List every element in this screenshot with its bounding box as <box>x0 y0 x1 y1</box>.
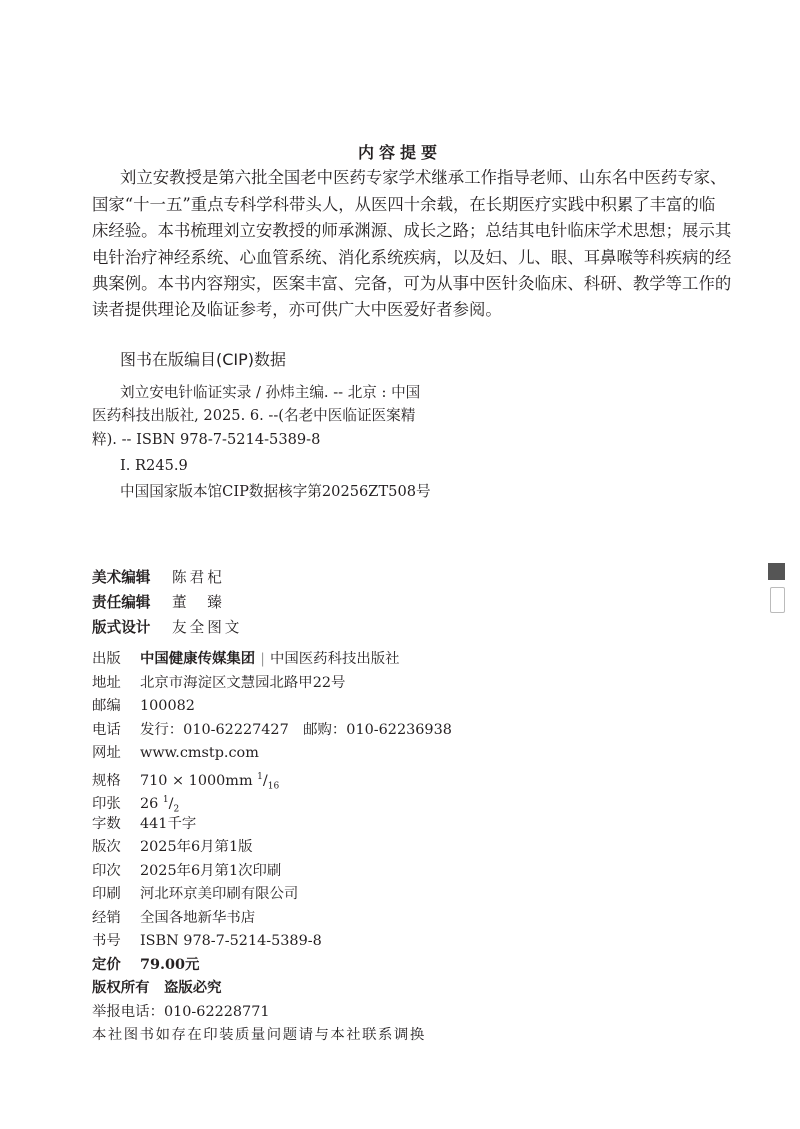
cip-line: Ⅰ. R245.9 <box>120 457 188 474</box>
credit-label: 责任编辑 <box>92 594 151 611</box>
value: 发行：010-62227427 邮购：010-62236938 <box>140 722 452 738</box>
value: ISBN 978-7-5214-5389-8 <box>140 933 322 949</box>
divider: | <box>260 651 265 667</box>
imprint-price <box>92 955 199 975</box>
credit-label: 版式设计 <box>92 619 151 636</box>
summary-line: 床经验。本书梳理刘立安教授的师承渊源、成长之路；总结其电针临床学术思想；展示其 <box>92 221 732 240</box>
cip-line: 粹). -- ISBN 978-7-5214-5389-8 <box>92 431 321 448</box>
credit-value: 友全图文 <box>172 619 243 636</box>
label: 规格 <box>92 772 121 789</box>
value: 79.00元 <box>140 956 200 973</box>
value: 100082 <box>140 698 195 714</box>
imprint-postcode <box>92 696 195 716</box>
fraction-den: 16 <box>267 781 280 792</box>
label: 字数 <box>92 816 121 832</box>
label: 网址 <box>92 745 121 761</box>
credit-value: 董 臻 <box>172 594 225 611</box>
credit-value: 陈君杞 <box>172 569 225 586</box>
imprint-report: 举报电话：010-62228771 <box>92 1004 270 1020</box>
value: 2025年6月第1版 <box>140 839 253 855</box>
value: 北京市海淀区文慧园北路甲22号 <box>140 675 346 691</box>
value: 441千字 <box>140 816 197 832</box>
imprint-distributor <box>92 908 255 928</box>
imprint-publisher <box>92 649 400 669</box>
summary-line: 典案例。本书内容翔实，医案丰富、完备，可为从事中医针灸临床、科研、教学等工作的 <box>92 274 732 293</box>
summary-line: 读者提供理论及临证参考，亦可供广大中医爱好者参阅。 <box>92 300 502 319</box>
imprint-printing <box>92 861 281 881</box>
label: 书号 <box>92 933 121 949</box>
summary-line: 国家“十一五”重点专科学科带头人，从医四十余载，在长期医疗实践中积累了丰富的临 <box>92 195 716 214</box>
fraction-num: 1 <box>162 795 169 805</box>
imprint-edition <box>92 837 253 857</box>
credit-label: 美术编辑 <box>92 569 151 586</box>
label: 电话 <box>92 722 121 738</box>
summary-line: 刘立安教授是第六批全国老中医药专家学术继承工作指导老师、山东名中医药专家、 <box>120 168 727 187</box>
side-mark-icon <box>770 587 785 613</box>
fraction-den: 2 <box>173 804 180 815</box>
label: 定价 <box>92 956 121 973</box>
imprint-words <box>92 814 196 834</box>
imprint-copyright: 版权所有 盗版必究 <box>92 980 222 996</box>
cip-line: 刘立安电针临证实录 / 孙炜主编. -- 北京 : 中国 <box>120 384 421 401</box>
label: 印刷 <box>92 886 121 902</box>
qr-stamp-icon <box>768 563 785 580</box>
cip-line: 中国国家版本馆CIP数据核字第20256ZT508号 <box>120 483 431 500</box>
imprint-printer <box>92 884 298 904</box>
imprint-address <box>92 673 345 693</box>
label: 出版 <box>92 651 121 667</box>
label: 邮编 <box>92 698 121 714</box>
value: 2025年6月第1次印刷 <box>140 863 282 879</box>
publisher-name: 中国医药科技出版社 <box>270 651 400 667</box>
imprint-sheets: 印张 26 $^1/_2$ <box>92 795 180 815</box>
imprint-web <box>92 743 259 763</box>
summary-title: 内容提要 <box>357 143 442 162</box>
imprint-phone <box>92 720 452 740</box>
imprint-format: 规格 710 × 1000mm $^1/_{16}$ <box>92 772 280 792</box>
cip-line: 医药科技出版社, 2025. 6. --(名老中医临证医案精 <box>92 407 416 424</box>
label: 印张 <box>92 795 121 812</box>
fraction-num: 1 <box>257 772 263 782</box>
summary-line: 电针治疗神经系统、心血管系统、消化系统疾病，以及妇、儿、眼、耳鼻喉等科疾病的经 <box>92 248 732 267</box>
cip-heading: 图书在版编目(CIP)数据 <box>120 350 287 369</box>
value: 26 <box>140 795 159 812</box>
label: 版次 <box>92 839 121 855</box>
label: 印次 <box>92 863 121 879</box>
value: 全国各地新华书店 <box>140 910 256 926</box>
imprint-notice: 本社图书如存在印装质量问题请与本社联系调换 <box>92 1027 426 1043</box>
label: 地址 <box>92 675 121 691</box>
credit-row <box>92 568 225 588</box>
credit-row <box>92 618 242 638</box>
credit-row <box>92 593 225 613</box>
imprint-isbn <box>92 931 322 951</box>
value: 710 × 1000mm <box>140 772 253 789</box>
label: 经销 <box>92 910 121 926</box>
website-link[interactable]: www.cmstp.com <box>140 745 259 761</box>
publisher-group: 中国健康传媒集团 <box>140 650 256 667</box>
value: 河北环京美印刷有限公司 <box>140 886 299 902</box>
